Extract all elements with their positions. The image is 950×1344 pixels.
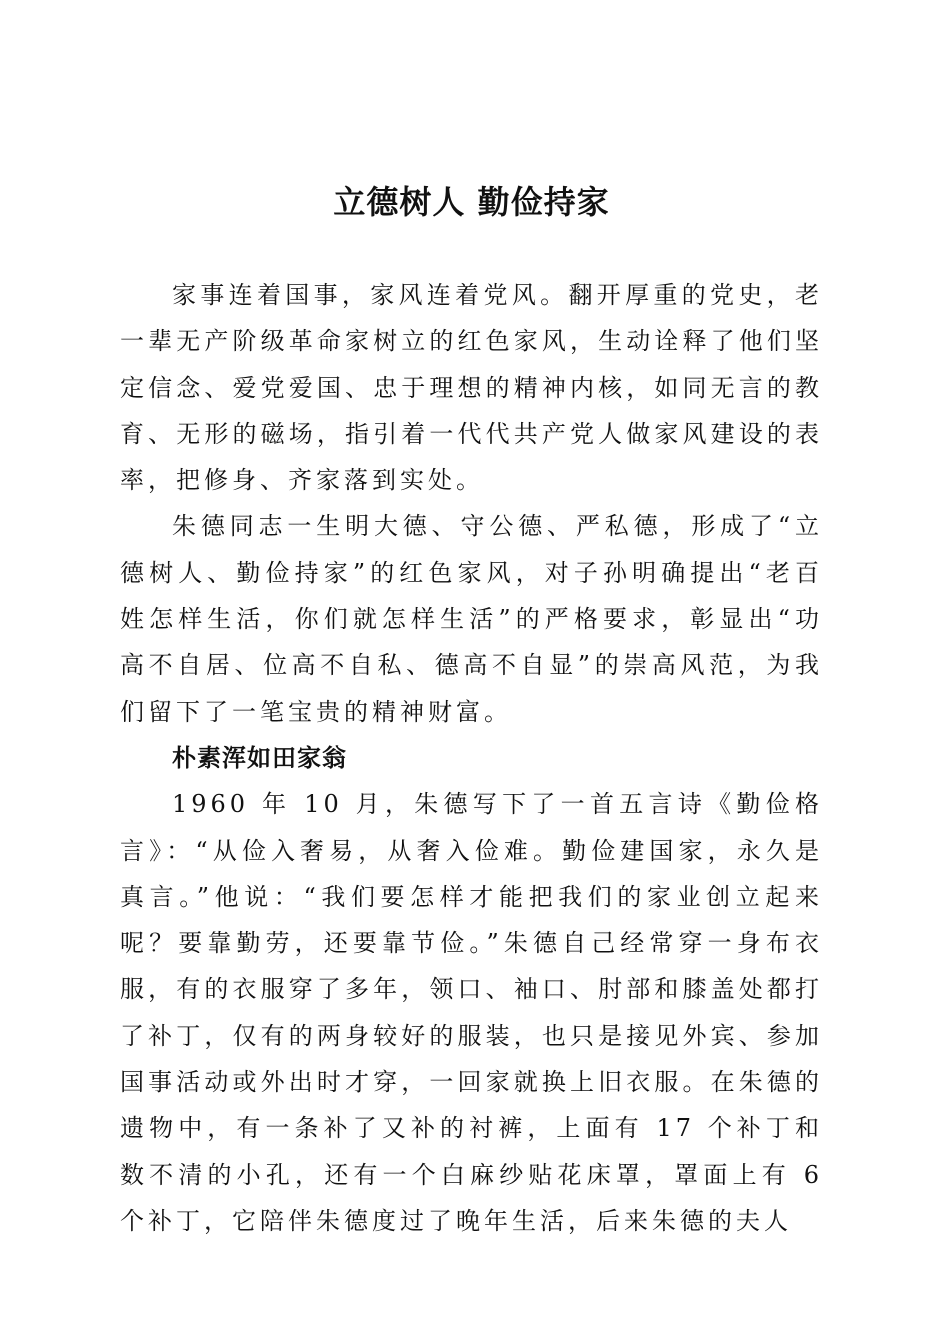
document-title: 立德树人 勤俭持家 — [333, 183, 610, 221]
section-paragraph: 1960 年 10 月，朱德写下了一首五言诗《勤俭格言》：“从俭入奢易，从奢入俭难。勤俭建国家，永久是真言。”他说：“我们要怎样才能把我们的家业创立起来呢？要靠勤劳，还要靠节俭。”朱德自己经常穿一身布衣服，有的衣服穿了多年，领口、袖口、肘部和膝盖处都打了补丁，仅有的两身较好的服装，也只是接见外宾、参加国事活动或外出时才穿，一回家就换上旧衣服。在朱德的遗物中，有一条补了又补的衬裤，上面有 17 个补丁和数不清的小孔，还有一个白麻纱贴花床罩，罩面上有 6 个补丁，它陪伴朱德度过了晚年生活，后来朱德的夫人 — [120, 790, 823, 1235]
section-heading: 朴素浑如田家翁 — [172, 743, 347, 772]
document-body — [120, 272, 823, 1244]
body-paragraph: 朱德同志一生明大德、守公德、严私德，形成了“立德树人、勤俭持家”的红色家风，对子孙明确提出“老百姓怎样生活，你们就怎样生活”的严格要求，彰显出“功高不自居、位高不自私、德高不自显”的崇高风范，为我们留下了一笔宝贵的精神财富。 — [120, 512, 823, 726]
body-paragraph: 家事连着国事，家风连着党风。翻开厚重的党史，老一辈无产阶级革命家树立的红色家风，生动诠释了他们坚定信念、爱党爱国、忠于理想的精神内核，如同无言的教育、无形的磁场，指引着一代代共产党人做家风建设的表率，把修身、齐家落到实处。 — [120, 281, 823, 495]
